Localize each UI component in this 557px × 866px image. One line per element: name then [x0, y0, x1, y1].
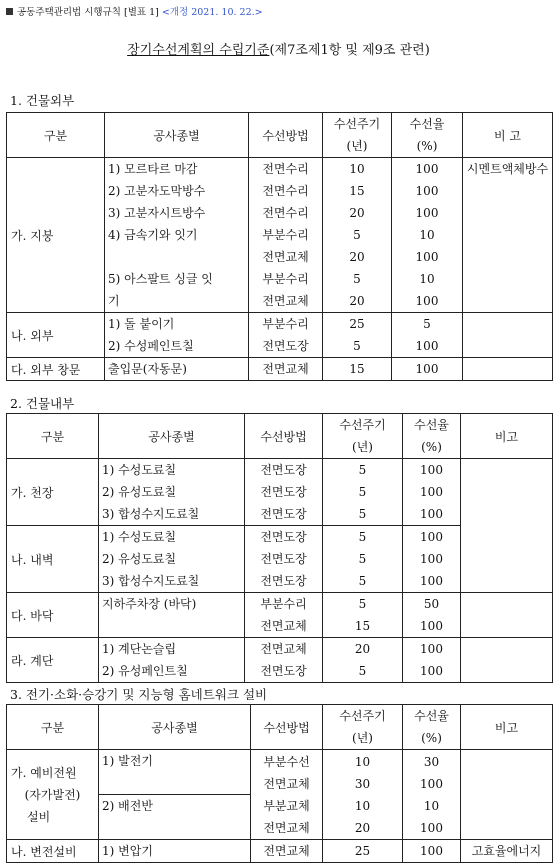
- col-note: 비고: [461, 414, 553, 459]
- work-list: 1) 계단논슬립 2) 유성페인트칠: [99, 638, 245, 683]
- rate-list: 100: [403, 840, 461, 863]
- rate-list: 50 100: [403, 593, 461, 638]
- rate-list: 5 100: [392, 313, 463, 358]
- note-cell: [461, 593, 553, 638]
- group-label: 가. 지붕: [7, 158, 105, 313]
- method-list: 전면수리 전면수리 전면수리 부분수리 전면교체 부분수리 전면교체: [249, 158, 323, 313]
- section-3-heading: 3. 전기·소화·승강기 및 지능형 홈네트워크 설비: [10, 687, 268, 702]
- page-title: [0, 39, 557, 58]
- note-cell: [461, 638, 553, 683]
- note-cell: [461, 459, 553, 593]
- table-row: [7, 313, 553, 358]
- cycle-list: 10 30 10 20: [323, 750, 403, 840]
- work-list: 지하주차장 (바닥): [99, 593, 245, 638]
- table-building-exterior: [6, 112, 553, 381]
- method-list: 부분수리 전면도장: [249, 313, 323, 358]
- rate-list: 100 100 100: [403, 526, 461, 593]
- table-row: [7, 750, 553, 840]
- col-cycle: 수선주기 (년): [323, 113, 392, 158]
- group-label: 다. 외부 창문: [7, 358, 105, 381]
- col-group: 구분: [7, 414, 99, 459]
- group-label: 나. 변전설비: [7, 840, 99, 863]
- bullet-square-icon: [6, 8, 13, 15]
- cycle-list: 15: [323, 358, 392, 381]
- note-cell: [461, 750, 553, 840]
- work-list: 출입문(자동문): [105, 358, 249, 381]
- work-list: 1) 발전기 2) 배전반: [99, 750, 251, 840]
- col-work: 공사종별: [99, 705, 251, 750]
- note-list: 시멘트액체방수: [463, 158, 553, 313]
- col-rate: 수선율 (%): [403, 414, 461, 459]
- col-method: 수선방법: [249, 113, 323, 158]
- col-cycle: 수선주기 (년): [323, 414, 403, 459]
- revision-link[interactable]: <개정 2021. 10. 22.>: [161, 7, 263, 18]
- method-list: 부분수선 전면교체 부분교체 전면교체: [251, 750, 323, 840]
- law-header: [6, 4, 263, 18]
- note-list: 고효율에너지: [461, 840, 553, 863]
- method-list: 전면도장 전면도장 전면도장: [245, 459, 323, 526]
- work-list: 1) 변압기: [99, 840, 251, 863]
- cycle-list: 25: [323, 840, 403, 863]
- title-main: 장기수선계획의 수립기준: [127, 43, 270, 58]
- method-list: 부분수리 전면교체: [245, 593, 323, 638]
- table-row: [7, 358, 553, 381]
- table-row: [7, 638, 553, 683]
- col-note: 비고: [461, 705, 553, 750]
- method-list: 전면교체: [251, 840, 323, 863]
- col-group: 구분: [7, 705, 99, 750]
- table-header-row: [7, 414, 553, 459]
- col-work: 공사종별: [105, 113, 249, 158]
- group-label: 나. 외부: [7, 313, 105, 358]
- title-rest: (제7조제1항 및 제9조 관련): [269, 43, 430, 58]
- cycle-list: 10 15 20 5 20 5 20: [323, 158, 392, 313]
- cycle-list: 20 5: [323, 638, 403, 683]
- table-row: [7, 840, 553, 863]
- col-cycle: 수선주기 (년): [323, 705, 403, 750]
- group-label: 다. 바닥: [7, 593, 99, 638]
- work-list: 1) 수성도료칠 2) 유성도료칠 3) 합성수지도료칠: [99, 459, 245, 526]
- col-rate: 수선율 (%): [403, 705, 461, 750]
- col-rate: 수선율 (%): [392, 113, 463, 158]
- cycle-list: 25 5: [323, 313, 392, 358]
- col-method: 수선방법: [251, 705, 323, 750]
- col-note: 비 고: [463, 113, 553, 158]
- table-row: [7, 459, 553, 526]
- cycle-list: 5 5 5: [323, 526, 403, 593]
- section-2-heading: 2. 건물내부: [10, 396, 75, 411]
- section-1-heading: 1. 건물외부: [10, 93, 75, 108]
- note-cell: [463, 313, 553, 358]
- work-list: 1) 돌 붙이기 2) 수성페인트칠: [105, 313, 249, 358]
- col-group: 구분: [7, 113, 105, 158]
- rate-list: 30 100 10 100: [403, 750, 461, 840]
- method-list: 전면교체 전면도장: [245, 638, 323, 683]
- method-list: 전면도장 전면도장 전면도장: [245, 526, 323, 593]
- rate-list: 100: [392, 358, 463, 381]
- rate-list: 100 100: [403, 638, 461, 683]
- cycle-list: 5 5 5: [323, 459, 403, 526]
- group-label: 가. 천장: [7, 459, 99, 526]
- work-list: 1) 모르타르 마감 2) 고분자도막방수 3) 고분자시트방수 4) 금속기와 잇기 5) 아스팔트 싱글 잇 기: [105, 158, 249, 313]
- col-work: 공사종별: [99, 414, 245, 459]
- law-name: 공동주택관리법 시행규칙 [별표 1]: [17, 7, 159, 18]
- table-row: [7, 593, 553, 638]
- group-label: 라. 계단: [7, 638, 99, 683]
- rate-list: 100 100 100 10 100 10 100: [392, 158, 463, 313]
- table-header-row: [7, 705, 553, 750]
- note-cell: [463, 358, 553, 381]
- table-building-interior: [6, 413, 553, 683]
- table-row: [7, 158, 553, 313]
- work-list: 1) 수성도료칠 2) 유성도료칠 3) 합성수지도료칠: [99, 526, 245, 593]
- method-list: 전면교체: [249, 358, 323, 381]
- rate-list: 100 100 100: [403, 459, 461, 526]
- group-label: 나. 내벽: [7, 526, 99, 593]
- table-header-row: [7, 113, 553, 158]
- cycle-list: 5 15: [323, 593, 403, 638]
- col-method: 수선방법: [245, 414, 323, 459]
- table-electrical-equipment: [6, 704, 553, 863]
- group-label: 가. 예비전원 (자가발전) 설비: [7, 750, 99, 840]
